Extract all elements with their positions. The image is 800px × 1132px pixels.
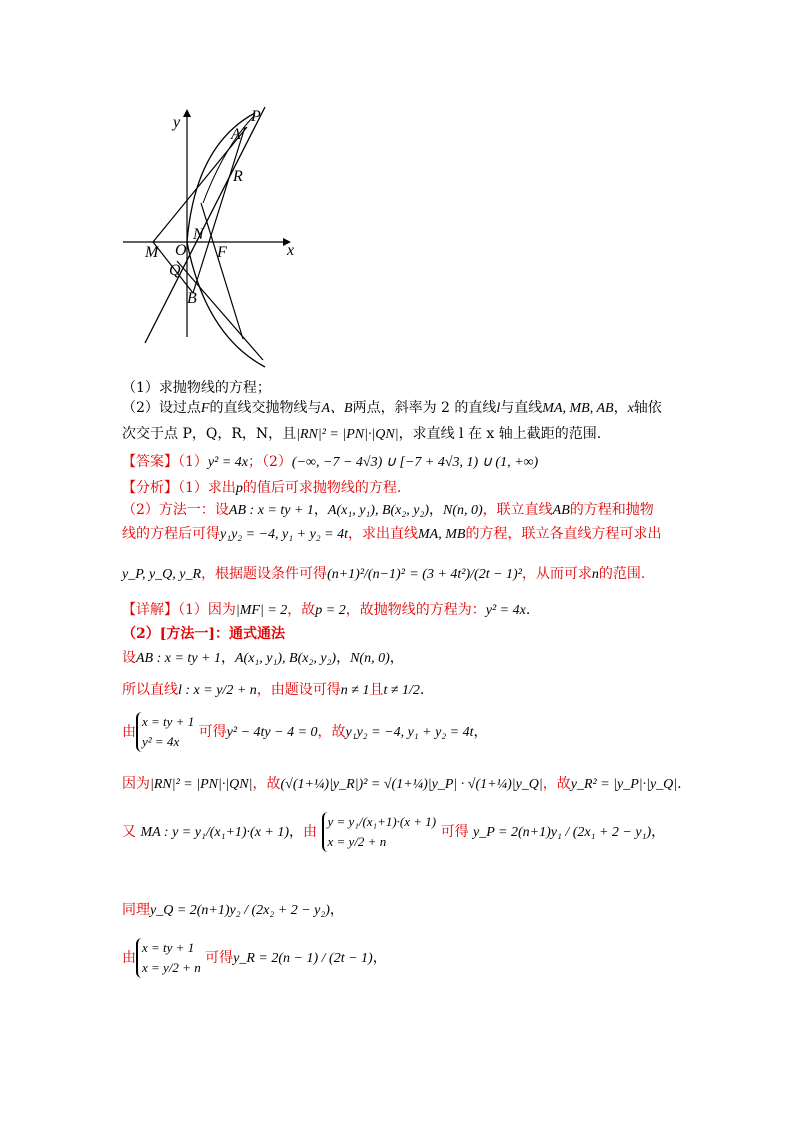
analysis-line-3: 线的方程后可得y₁y₂ = −4, y₁ + y₂ = 4t，求出直线MA, MB的方程，联立各直线方程可求出 bbox=[122, 526, 662, 542]
parabola-upper bbox=[187, 113, 255, 242]
label-A: A bbox=[231, 126, 241, 143]
question-2-line-1: （2）设过点F的直线交抛物线与A、B两点，斜率为 2 的直线l与直线MA, MB, AB，x轴依 bbox=[122, 400, 662, 416]
label-Q: Q bbox=[169, 262, 181, 279]
label-P: P bbox=[251, 108, 261, 125]
system-3: x = ty + 1 x = y/2 + n bbox=[136, 938, 201, 978]
line-l bbox=[145, 107, 265, 343]
question-2-line-2: 次交于点 P，Q，R，N，且|RN|² = |PN|·|QN|，求直线 l 在 x 轴上截距的范围. bbox=[122, 426, 602, 442]
y-axis-arrow bbox=[183, 109, 191, 117]
label-F: F bbox=[217, 244, 227, 261]
system-1: x = ty + 1 y² = 4x bbox=[136, 712, 194, 752]
chord-3 bbox=[203, 115, 255, 203]
ma-line: 又 MA : y = y₁/(x₁+1)·(x + 1)，由 y = y₁/(x₁+1)·(x + 1) x = y/2 + n 可得 y_P = 2(n+1)y₁ / (2x₁ + 2 − y₁)， bbox=[122, 812, 720, 882]
analysis-line-2: （2）方法一：设AB : x = ty + 1，A(x₁, y₁), B(x₂, y₂)，N(n, 0)，联立直线AB的方程和抛物 bbox=[122, 502, 654, 518]
geometry-figure bbox=[115, 105, 305, 385]
set-line: 设AB : x = ty + 1，A(x₁, y₁), B(x₂, y₂)，N(n, 0)， bbox=[122, 650, 404, 666]
chord-2 bbox=[177, 261, 263, 360]
parabola-diagram bbox=[115, 105, 305, 385]
label-N: N bbox=[193, 226, 204, 243]
detail-line-1: 【详解】（1）因为|MF| = 2，故p = 2，故抛物线的方程为：y² = 4x. bbox=[122, 602, 531, 618]
label-y: y bbox=[173, 114, 181, 131]
label-O: O bbox=[175, 242, 187, 259]
label-B: B bbox=[187, 290, 197, 307]
chord-1 bbox=[201, 203, 243, 339]
analysis-line-1: 【分析】（1）求出p的值后可求抛物线的方程. bbox=[122, 480, 402, 496]
condition-line: 因为|RN|² = |PN|·|QN|，故(√(1+¼)|y_R|)² = √(1+¼)|y_P| · √(1+¼)|y_Q|，故y_R² = |y_P|·|y_Q|. bbox=[122, 776, 682, 792]
label-R: R bbox=[233, 168, 243, 185]
question-1: （1）求抛物线的方程； bbox=[122, 380, 271, 396]
system-2: y = y₁/(x₁+1)·(x + 1) x = y/2 + n bbox=[322, 812, 437, 852]
method-heading: （2）[方法一]：通式通法 bbox=[122, 626, 285, 642]
line-l-equation: 所以直线l : x = y/2 + n，由题设可得n ≠ 1且t ≠ 1/2. bbox=[122, 682, 425, 698]
system-1-line: 由 x = ty + 1 y² = 4x 可得y² − 4ty − 4 = 0，故y₁y₂ = −4, y₁ + y₂ = 4t， bbox=[122, 712, 720, 756]
answer-line: 【答案】（1）y² = 4x；（2）(−∞, −7 − 4√3) ∪ [−7 + 4√3, 1) ∪ (1, +∞) bbox=[122, 454, 539, 470]
label-x: x bbox=[287, 242, 295, 259]
system-3-line: 由 x = ty + 1 x = y/2 + n 可得y_R = 2(n − 1) / (2t − 1)， bbox=[122, 938, 720, 988]
analysis-line-4: y_P, y_Q, y_R，根据题设条件可得(n+1)²/(n−1)² = (3 + 4t²)/(2t − 1)²，从而可求n的范围. bbox=[122, 566, 646, 582]
yq-line: 同理y_Q = 2(n+1)y₂ / (2x₂ + 2 − y₂)， bbox=[122, 902, 344, 918]
line-AB bbox=[193, 127, 245, 293]
label-M: M bbox=[145, 244, 159, 261]
